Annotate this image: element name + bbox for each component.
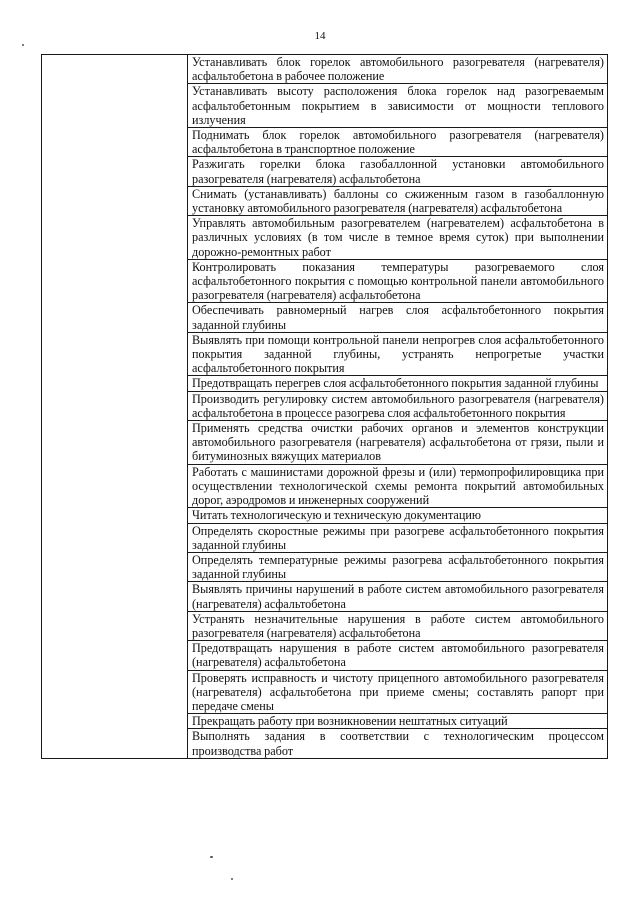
skill-cell — [188, 128, 608, 157]
skill-text: Выполнять задания в соответствии с технологическим процессом производства работ — [192, 729, 604, 758]
skill-cell — [188, 508, 608, 523]
skill-text: Обеспечивать равномерный нагрев слоя асфальтобетонного покрытия заданной глубины — [192, 303, 604, 332]
skill-cell — [188, 641, 608, 670]
scan-speck — [231, 878, 233, 880]
table-row — [42, 55, 608, 84]
skill-cell — [188, 729, 608, 758]
skill-text: Определять температурные режимы разогрева асфальтобетонного покрытия заданной глубины — [192, 552, 604, 582]
skill-cell — [188, 464, 608, 508]
skill-text: Применять средства очистки рабочих органов и элементов конструкции автомобильного разогревателя (нагревателя) асфальтобетона от грязи, пыли и битуминозных вяжущих материалов — [192, 421, 604, 464]
skill-text: Устранять незначительные нарушения в работе систем автомобильного разогревателя (нагревателя) асфальтобетона — [192, 611, 604, 640]
skills-table — [41, 54, 608, 759]
skill-text: Выявлять причины нарушений в работе систем автомобильного разогревателя (нагревателя) асфальтобетона — [192, 582, 604, 611]
skill-cell — [188, 55, 608, 84]
skill-text: Управлять автомобильным разогревателем (нагревателем) асфальтобетона в различных условиях (в том числе в темное время суток) при выполнении дорожно-ремонтных работ — [192, 216, 604, 259]
scan-speck — [210, 856, 213, 858]
skill-cell — [188, 391, 608, 420]
left-column-cell — [42, 55, 188, 759]
skill-cell — [188, 186, 608, 215]
skill-text: Проверять исправность и чистоту прицепного автомобильного разогревателя (нагревателя) асфальтобетона при приеме смены; составлять рапорт при передаче смены — [192, 670, 604, 713]
skill-cell — [188, 84, 608, 128]
skill-text: Предотвращать перегрев слоя асфальтобетонного покрытия заданной глубины — [192, 376, 599, 391]
skill-cell — [188, 552, 608, 581]
skill-text: Предотвращать нарушения в работе систем автомобильного разогревателя (нагревателя) асфальтобетона — [192, 641, 604, 670]
skill-text: Определять скоростные режимы при разогреве асфальтобетонного покрытия заданной глубины — [192, 523, 604, 552]
skill-text: Поднимать блок горелок автомобильного разогревателя (нагревателя) асфальтобетона в транспортное положение — [192, 128, 604, 157]
skill-cell — [188, 259, 608, 303]
skill-text: Работать с машинистами дорожной фрезы и (или) термопрофилировщика при осуществлении технологической схемы ремонта покрытий автомобильных дорог, аэродромов и инженерных сооружений — [192, 464, 604, 508]
skill-text: Устанавливать высоту расположения блока горелок над разогреваемым асфальтобетонным покрытием в зависимости от мощности теплового излучения — [192, 84, 604, 127]
skill-cell — [188, 157, 608, 186]
skill-cell — [188, 303, 608, 332]
skill-text: Снимать (устанавливать) баллоны со сжиженным газом в газобаллонную установку автомобильного разогревателя (нагревателя) асфальтобетона — [192, 186, 604, 216]
skill-cell — [188, 582, 608, 611]
skill-cell — [188, 611, 608, 640]
skill-cell — [188, 216, 608, 260]
page-number: 14 — [314, 30, 326, 42]
skill-cell — [188, 523, 608, 552]
skill-cell — [188, 332, 608, 376]
skill-text: Выявлять при помощи контрольной панели непрогрев слоя асфальтобетонного покрытия заданной глубины, устранять непрогретые участки асфальтобетонного покрытия — [192, 332, 604, 376]
skill-text: Читать технологическую и техническую документацию — [192, 508, 481, 523]
skill-text: Разжигать горелки блока газобаллонной установки автомобильного разогревателя (нагревателя) асфальтобетона — [192, 157, 604, 186]
skill-text: Устанавливать блок горелок автомобильного разогревателя (нагревателя) асфальтобетона в рабочее положение — [192, 55, 604, 84]
skill-cell — [188, 421, 608, 465]
skill-cell — [188, 670, 608, 714]
skill-text: Производить регулировку систем автомобильного разогревателя (нагревателя) асфальтобетона в процессе разогрева слоя асфальтобетонного покрытия — [192, 391, 604, 420]
skill-text: Прекращать работу при возникновении нештатных ситуаций — [192, 714, 508, 729]
skill-cell — [188, 714, 608, 729]
skill-cell — [188, 376, 608, 391]
skill-text: Контролировать показания температуры разогреваемого слоя асфальтобетонного покрытия с помощью контрольной панели автомобильного разогревателя (нагревателя) асфальтобетона — [192, 259, 604, 303]
scan-speck — [22, 44, 24, 46]
